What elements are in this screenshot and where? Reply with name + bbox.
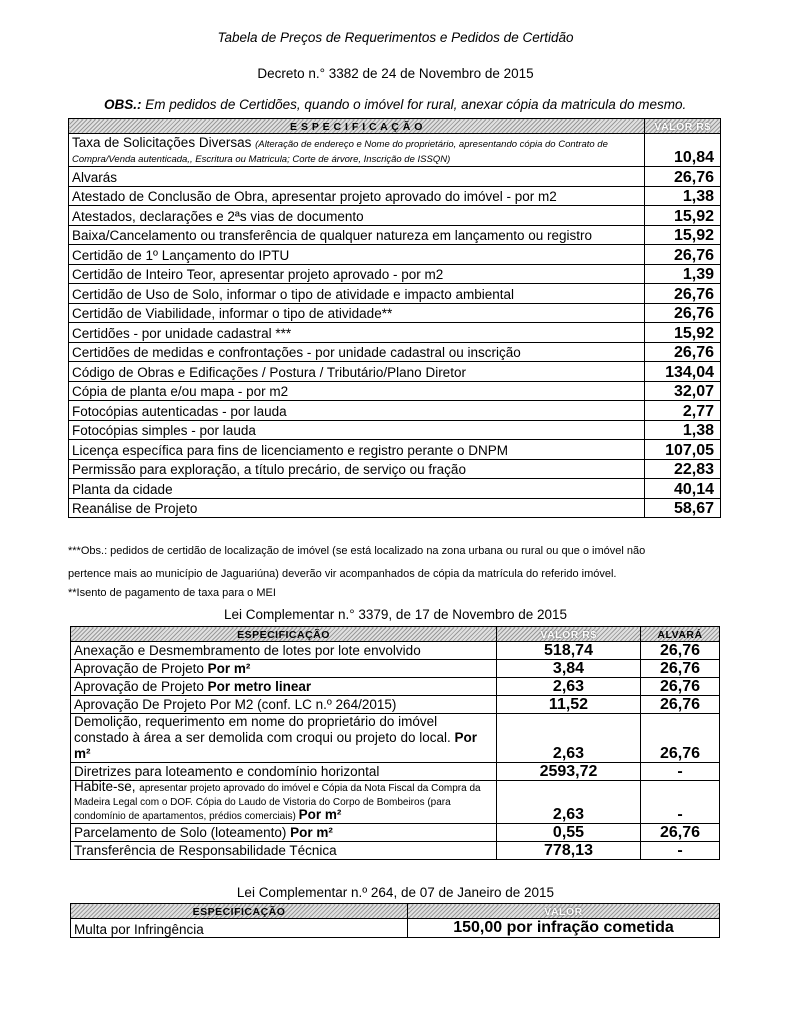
row-value: 22,83: [645, 459, 721, 479]
row-unit: Por m²: [74, 730, 477, 761]
row-value: 2,63: [497, 678, 641, 696]
row-description: [71, 781, 497, 824]
row-label: Aprovação De Projeto Por M2 (conf. LC n.º 264/2015): [74, 697, 397, 712]
row-description: Certidão de Uso de Solo, informar o tipo de atividade e impacto ambiental: [69, 284, 645, 304]
row-alvara: 26,76: [641, 696, 720, 714]
obs-text: Em pedidos de Certidões, quando o imóvel for rural, anexar cópia da matricula do mesmo.: [141, 97, 687, 112]
row-description: Licença específica para fins de licenciamento e registro perante o DNPM: [69, 440, 645, 460]
row-description: Baixa/Cancelamento ou transferência de qualquer natureza em lançamento ou registro: [69, 225, 645, 245]
row-label: Demolição, requerimento em nome do proprietário do imóvel constado à área a ser demolida com croqui ou projeto do local.: [74, 714, 455, 745]
table-row: [69, 323, 721, 343]
row-unit: Por m²: [298, 807, 342, 822]
row-description: Alvarás: [69, 167, 645, 187]
obs-label: OBS.:: [104, 97, 142, 112]
lei-3379-table: [70, 626, 720, 860]
row-value: 1,38: [645, 186, 721, 206]
page-title: Tabela de Preços de Requerimentos e Pedidos de Certidão: [217, 30, 574, 45]
table-row: [69, 134, 721, 167]
table-row: [69, 498, 721, 518]
table-row: [71, 696, 720, 714]
column-header-value: VALOR R$: [645, 119, 721, 134]
table-row: [69, 342, 721, 362]
row-description: Certidão de Inteiro Teor, apresentar projeto aprovado - por m2: [69, 264, 645, 284]
law-heading-3379: Lei Complementar n.° 3379, de 17 de Novembro de 2015: [223, 607, 568, 622]
row-description: Certidões de medidas e confrontações - por unidade cadastral ou inscrição: [69, 342, 645, 362]
row-value: 58,67: [645, 498, 721, 518]
row-alvara: 26,76: [641, 714, 720, 763]
table-row: [69, 362, 721, 382]
table-row: [69, 225, 721, 245]
row-value: 15,92: [645, 323, 721, 343]
row-value: 2,77: [645, 401, 721, 421]
row-value: 40,14: [645, 479, 721, 499]
row-value: 2,63: [497, 781, 641, 824]
row-label: Parcelamento de Solo (loteamento): [74, 825, 291, 840]
lei-264-table: [70, 903, 720, 938]
row-note: (Alteração de endereço e Nome do proprietário, apresentando cópia do Contrato de Compra/Venda autenticada,, Escritura ou Matricula; Corte de árvore, Inscrição de ISSQN): [72, 139, 608, 165]
column-header-value: VALOR: [408, 904, 720, 919]
row-value: 3,84: [497, 660, 641, 678]
row-value: 1,39: [645, 264, 721, 284]
table-row: [71, 678, 720, 696]
row-description: [71, 842, 497, 860]
row-value: 26,76: [645, 342, 721, 362]
table-row: [69, 479, 721, 499]
row-description: [71, 642, 497, 660]
table-row: [71, 842, 720, 860]
row-description: Certidão de 1º Lançamento do IPTU: [69, 245, 645, 265]
row-description: Certidões - por unidade cadastral ***: [69, 323, 645, 343]
row-label: Transferência de Responsabilidade Técnica: [74, 843, 337, 858]
table-row: [69, 167, 721, 187]
row-alvara: 26,76: [641, 642, 720, 660]
row-value: 518,74: [497, 642, 641, 660]
table-row: [71, 714, 720, 763]
row-description: Fotocópias autenticadas - por lauda: [69, 401, 645, 421]
row-value: 2593,72: [497, 763, 641, 781]
table-row: [71, 642, 720, 660]
row-value: 1,38: [645, 420, 721, 440]
row-label: Anexação e Desmembramento de lotes por lote envolvido: [74, 643, 421, 658]
row-note: apresentar projeto aprovado do imóvel e Cópia da Nota Fiscal da Compra da Madeira Legal com o DOF. Cópia do Laudo de Vistoria do Corpo de Bombeiros (para condomínio de apartamentos, prédios comerciais): [74, 783, 481, 822]
row-alvara: 26,76: [641, 824, 720, 842]
column-header-alvara: ALVARÁ: [641, 627, 720, 642]
table-row: [71, 781, 720, 824]
footnote-localizacao-line1: ***Obs.: pedidos de certidão de localização de imóvel (se está localizado na zona urbana ou rural ou que o imóvel não: [68, 545, 646, 557]
table-row: [69, 303, 721, 323]
row-description: [71, 660, 497, 678]
row-value: 778,13: [497, 842, 641, 860]
row-label: Taxa de Solicitações Diversas: [72, 135, 256, 150]
row-value: 15,92: [645, 206, 721, 226]
table-row: [69, 264, 721, 284]
row-value: 26,76: [645, 245, 721, 265]
row-description: Multa por Infringência: [71, 919, 408, 938]
row-value: 107,05: [645, 440, 721, 460]
row-label: Diretrizes para loteamento e condomínio horizontal: [74, 764, 380, 779]
column-header-specification: ESPECIFICAÇÃO: [71, 627, 497, 642]
table-row: [69, 459, 721, 479]
row-value: 10,84: [645, 134, 721, 167]
table-row: [71, 919, 720, 938]
row-description: Planta da cidade: [69, 479, 645, 499]
row-alvara: -: [641, 842, 720, 860]
row-alvara: 26,76: [641, 678, 720, 696]
row-label: Aprovação de Projeto: [74, 679, 208, 694]
price-table: [68, 118, 721, 518]
row-description: Fotocópias simples - por lauda: [69, 420, 645, 440]
table-row: [69, 420, 721, 440]
row-value: 26,76: [645, 167, 721, 187]
row-description: Permissão para exploração, a título precário, de serviço ou fração: [69, 459, 645, 479]
table-row: [69, 206, 721, 226]
row-description: Atestado de Conclusão de Obra, apresentar projeto aprovado do imóvel - por m2: [69, 186, 645, 206]
footnote-localizacao-line2: pertence mais ao município de Jaguariúna) deverão vir acompanhados de cópia da matrícula do referido imóvel.: [68, 568, 617, 580]
column-header-specification: ESPECIFICAÇÃO: [71, 904, 408, 919]
row-description: [69, 134, 645, 167]
row-description: Cópia de planta e/ou mapa - por m2: [69, 381, 645, 401]
row-value: 134,04: [645, 362, 721, 382]
row-alvara: -: [641, 781, 720, 824]
row-description: [71, 678, 497, 696]
row-unit: Por m²: [290, 825, 333, 840]
row-description: Certidão de Viabilidade, informar o tipo de atividade**: [69, 303, 645, 323]
row-label: Habite-se,: [74, 779, 140, 794]
row-unit: Por m²: [207, 661, 251, 676]
table-row: [69, 186, 721, 206]
table-row: [69, 284, 721, 304]
row-value: 26,76: [645, 284, 721, 304]
row-alvara: 26,76: [641, 660, 720, 678]
column-header-value: VALOR R$: [497, 627, 641, 642]
row-value: 2,63: [497, 714, 641, 763]
table-row: [71, 763, 720, 781]
row-description: [71, 763, 497, 781]
table-row: [69, 245, 721, 265]
table-row: [69, 440, 721, 460]
row-alvara: -: [641, 763, 720, 781]
row-value: 11,52: [497, 696, 641, 714]
row-value: 0,55: [497, 824, 641, 842]
row-description: Código de Obras e Edificações / Postura / Tributário/Plano Diretor: [69, 362, 645, 382]
row-description: [71, 824, 497, 842]
row-value: 26,76: [645, 303, 721, 323]
law-heading-264: Lei Complementar n.º 264, de 07 de Janeiro de 2015: [236, 885, 555, 900]
column-header-specification: E S P E C I F I C A Ç Ã O: [69, 119, 645, 134]
table-row: [69, 401, 721, 421]
row-value: 32,07: [645, 381, 721, 401]
row-description: Atestados, declarações e 2ªs vias de documento: [69, 206, 645, 226]
decree-line: Decreto n.° 3382 de 24 de Novembro de 2015: [257, 66, 534, 81]
row-description: [71, 696, 497, 714]
obs-note: [104, 97, 686, 112]
row-label: Aprovação de Projeto: [74, 661, 208, 676]
row-description: Reanálise de Projeto: [69, 498, 645, 518]
table-row: [71, 824, 720, 842]
table-row: [71, 660, 720, 678]
row-unit: Por metro linear: [207, 679, 312, 694]
footnote-mei: **Isento de pagamento de taxa para o MEI: [68, 587, 276, 599]
table-row: [69, 381, 721, 401]
row-value: 15,92: [645, 225, 721, 245]
row-description: [71, 714, 497, 763]
row-value: 150,00 por infração cometida: [408, 919, 720, 938]
